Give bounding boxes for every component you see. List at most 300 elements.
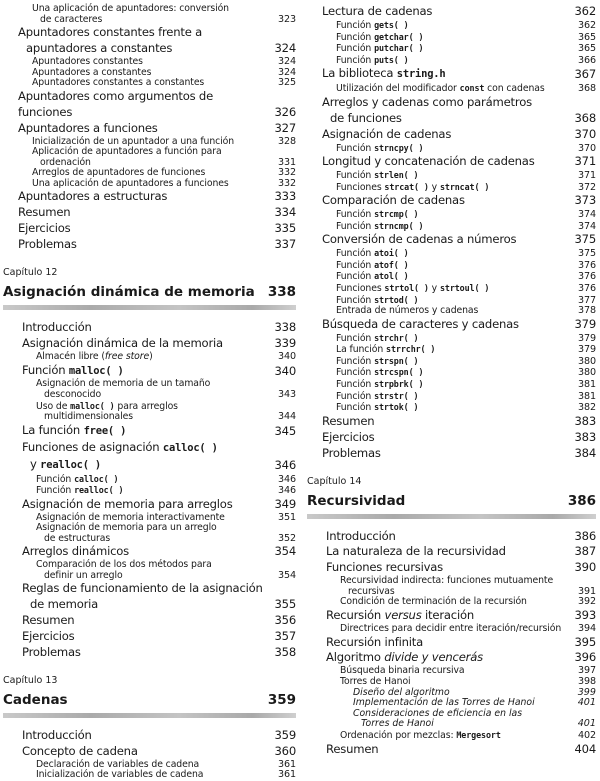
toc-entry	[18, 147, 296, 168]
entry-line	[336, 306, 566, 317]
entry-text	[336, 221, 566, 233]
entry-line	[340, 597, 566, 608]
entry-line	[32, 78, 266, 89]
chapter-title	[0, 687, 296, 709]
toc-entry	[322, 271, 596, 283]
code-text: strtok( )	[374, 402, 419, 413]
entry-line	[22, 645, 266, 661]
entry-text	[22, 744, 266, 760]
entry-text-part: Función	[336, 390, 375, 402]
page-number: 370	[574, 126, 596, 141]
entry-text-part: Función	[336, 294, 375, 306]
entry-text	[322, 127, 566, 143]
page-number: 324	[277, 56, 296, 67]
entry-text-part: Implementación de las Torres de Hanoi	[353, 697, 535, 709]
toc-entry	[322, 127, 596, 143]
entry-text-part: La naturaleza de la recursividad	[326, 544, 506, 559]
page-number: 358	[274, 645, 296, 660]
entry-text	[336, 143, 566, 155]
entry-text-part: Directrices para decidir entre iteración/recursión	[340, 622, 562, 634]
page-number: 357	[274, 629, 296, 644]
page-number: 376	[577, 259, 596, 271]
entry-text	[322, 154, 566, 170]
page-number: 372	[577, 181, 596, 193]
entry-text-part: recursivas	[348, 585, 395, 597]
entry-text	[336, 402, 566, 414]
page-number: 323	[277, 13, 296, 25]
entry-line	[22, 544, 266, 560]
entry-text-part: Lectura de cadenas	[322, 4, 433, 18]
entry-text-part: Funciones de asignación	[22, 439, 163, 454]
toc-entry	[22, 401, 296, 423]
entry-text	[336, 182, 566, 194]
toc-entry	[322, 367, 596, 379]
entry-text-part: Función	[22, 362, 69, 377]
toc-entry	[322, 4, 596, 20]
page-number: 366	[577, 54, 596, 66]
entry-line	[22, 363, 266, 380]
entry-line	[322, 193, 566, 209]
entry-line	[18, 41, 266, 57]
entry-line	[336, 367, 566, 379]
page-number: 404	[574, 741, 596, 756]
page-number: 354	[274, 544, 296, 559]
entry-text	[18, 221, 266, 237]
entry-text	[326, 608, 566, 624]
page-number: 397	[577, 665, 596, 677]
page-number: 361	[277, 769, 296, 781]
entry-text	[22, 645, 266, 661]
entry-text	[22, 363, 266, 380]
entry-line	[326, 650, 566, 666]
page-number: 356	[274, 613, 296, 628]
entry-text	[18, 237, 266, 253]
page-number: 377	[577, 294, 596, 306]
entry-text	[36, 523, 266, 544]
entry-text	[340, 576, 566, 597]
entry-text	[336, 209, 566, 221]
entry-line	[336, 379, 566, 391]
entry-text-part: Problemas	[322, 445, 381, 460]
toc-entry	[326, 576, 596, 597]
toc-entry	[22, 645, 296, 661]
code-text: strcat( )	[384, 181, 429, 192]
entry-text-part: Funciones recursivas	[326, 560, 444, 575]
entry-text	[36, 474, 266, 486]
chapter-divider-bar	[3, 713, 296, 718]
page-number: 371	[577, 170, 596, 181]
entry-text-part: Función	[336, 31, 375, 43]
code-text: strstr( )	[374, 390, 419, 401]
entry-text	[22, 440, 266, 474]
entry-text	[340, 597, 566, 608]
entry-text-part: Conversión de cadenas a números	[322, 232, 517, 247]
entry-line	[36, 571, 266, 582]
page-number: 391	[577, 585, 596, 597]
entry-text	[322, 430, 566, 446]
toc-entry	[326, 730, 596, 742]
entry-text	[326, 560, 566, 576]
toc-entry	[322, 43, 596, 55]
entry-text-part: Asignación de cadenas	[322, 126, 452, 141]
entry-line	[322, 127, 566, 143]
entry-text-part: Concepto de cadena	[22, 743, 138, 758]
entry-text-part: Función	[336, 43, 375, 55]
page-number: 362	[577, 19, 596, 31]
entry-line	[336, 260, 566, 272]
page-number: 382	[577, 402, 596, 414]
entry-text	[22, 728, 266, 744]
page-number: 380	[577, 355, 596, 367]
page-number: 402	[577, 729, 596, 741]
page-number: 380	[577, 367, 596, 379]
entry-text	[32, 147, 266, 168]
page-number: 360	[274, 743, 296, 758]
page-number: 349	[274, 496, 296, 511]
toc-entry	[322, 154, 596, 170]
toc-entry	[322, 402, 596, 414]
toc-entry	[322, 317, 596, 333]
entry-line	[336, 356, 566, 368]
toc-entry	[22, 352, 296, 363]
entry-line	[326, 560, 566, 576]
code-text: string.h	[396, 68, 446, 81]
entry-text	[322, 66, 566, 83]
entry-line	[36, 390, 266, 401]
entry-text	[326, 529, 566, 545]
entry-text-part: La función	[22, 422, 84, 437]
code-text: strcspn( )	[374, 367, 424, 378]
toc-entry	[326, 608, 596, 624]
code-text: strtod( )	[374, 294, 419, 305]
entry-text	[336, 248, 566, 260]
toc-entry	[22, 728, 296, 744]
entry-text	[336, 83, 566, 95]
page-number: 344	[277, 411, 296, 423]
entry-text	[336, 20, 566, 32]
entry-text-part: para arreglos	[114, 400, 178, 412]
entry-text	[18, 189, 266, 205]
page-number: 379	[577, 344, 596, 356]
entry-text-part: Asignación de memoria para arreglos	[22, 496, 233, 511]
toc-entry	[22, 613, 296, 629]
entry-text-part: Funciones	[336, 282, 385, 294]
code-text: strchr( )	[374, 332, 419, 343]
entry-line	[326, 635, 566, 651]
entry-text	[22, 497, 266, 513]
toc-entry	[322, 209, 596, 221]
page-number: 399	[577, 686, 596, 698]
code-text: strncpy( )	[374, 142, 424, 153]
entry-line	[22, 581, 266, 597]
chapter-divider-bar	[307, 514, 596, 519]
toc-list	[0, 4, 296, 253]
entry-text	[322, 232, 566, 248]
toc-entry	[322, 20, 596, 32]
page-number: 381	[577, 379, 596, 391]
entry-text-part: Utilización del modificador	[336, 83, 460, 95]
entry-text-part: Asignación de memoria para un arreglo	[36, 522, 217, 534]
page-number: 326	[274, 104, 296, 119]
entry-line	[322, 232, 566, 248]
toc-entry	[22, 474, 296, 486]
entry-text-part: Diseño del algoritmo	[353, 686, 450, 698]
entry-text	[340, 624, 566, 635]
page-number: 361	[277, 758, 296, 770]
entry-text-part: Ejercicios	[18, 221, 71, 236]
toc-entry	[22, 379, 296, 400]
toc-entry	[22, 581, 296, 613]
entry-text-part: Función	[336, 220, 375, 232]
entry-text	[336, 391, 566, 403]
entry-line	[36, 352, 266, 363]
entry-text-part: Asignación de memoria interactivamente	[36, 511, 225, 523]
chapter-divider-bar	[3, 305, 296, 310]
entry-line	[22, 629, 266, 645]
entry-line	[353, 719, 566, 730]
entry-text	[336, 306, 566, 317]
entry-text-part: Arreglos dinámicos	[22, 544, 129, 559]
entry-line	[336, 43, 566, 55]
entry-text	[336, 32, 566, 44]
chapter-page-number: 359	[267, 692, 296, 708]
entry-text-part: Consideraciones de eficiencia en las	[353, 707, 523, 719]
entry-text-part: Función	[36, 473, 75, 485]
page-number: 379	[574, 316, 596, 331]
entry-text	[336, 271, 566, 283]
entry-text-part: Algoritmo	[326, 650, 385, 665]
toc-entry	[22, 320, 296, 336]
entry-text	[36, 352, 266, 363]
entry-text-part: Problemas	[22, 645, 81, 660]
toc-entry	[22, 523, 296, 544]
page-number: 374	[577, 209, 596, 221]
code-text: malloc( )	[68, 364, 124, 377]
chapter-title	[304, 488, 596, 510]
entry-text-part: Comparación de los dos métodos para	[36, 559, 212, 571]
entry-line	[22, 597, 266, 613]
entry-text-part: Torres de Hanoi	[340, 675, 411, 687]
toc-entry	[322, 193, 596, 209]
entry-line	[322, 66, 566, 83]
entry-line	[22, 320, 266, 336]
page-number: 376	[577, 271, 596, 283]
entry-line	[322, 446, 566, 462]
entry-text	[322, 193, 566, 209]
toc-entry	[322, 55, 596, 67]
entry-text-part: Función	[336, 142, 375, 154]
entry-text-part: multidimensionales	[44, 411, 133, 423]
entry-line	[336, 182, 566, 194]
entry-text	[32, 4, 266, 25]
entry-text-part: Comparación de cadenas	[322, 193, 465, 208]
entry-line	[336, 170, 566, 182]
entry-line	[326, 529, 566, 545]
page-number: 346	[274, 457, 296, 472]
page-number: 327	[274, 120, 296, 135]
entry-text-part: Reglas de funcionamiento de la asignación	[22, 581, 263, 596]
page-number: 368	[577, 83, 596, 95]
entry-text-part: Introducción	[22, 320, 92, 335]
entry-line	[18, 189, 266, 205]
toc-entry	[322, 248, 596, 260]
page-number: 387	[574, 544, 596, 559]
entry-text-part: Uso de	[36, 400, 71, 412]
toc-entry	[326, 650, 596, 666]
code-text: atoi( )	[374, 248, 409, 259]
code-text: malloc( )	[70, 400, 115, 411]
page-number: 392	[577, 596, 596, 608]
entry-text-part: Función	[36, 485, 75, 497]
entry-text	[18, 121, 266, 137]
entry-line	[322, 414, 566, 430]
page-number: 370	[577, 142, 596, 154]
entry-line	[322, 95, 566, 111]
toc-entry	[22, 629, 296, 645]
entry-line	[322, 154, 566, 170]
entry-text-part: Apuntadores a constantes	[32, 66, 152, 78]
entry-text-part: )	[149, 350, 153, 362]
page-number: 375	[577, 248, 596, 260]
page-number: 374	[577, 220, 596, 232]
entry-text-part: La biblioteca	[322, 66, 397, 81]
chapter-page-number: 386	[567, 492, 596, 509]
page-number: 340	[274, 363, 296, 378]
chapter-title	[0, 279, 296, 301]
toc-entry	[22, 560, 296, 581]
page-number: 359	[274, 728, 296, 742]
code-text: strlen( )	[374, 170, 419, 180]
entry-text-part: Función	[336, 402, 375, 414]
entry-text	[336, 43, 566, 55]
entry-text-part: Recursión infinita	[326, 634, 424, 649]
entry-text-part: Ordenación por mezclas:	[340, 729, 457, 741]
page-number: 351	[277, 511, 296, 523]
entry-text-part: Apuntadores como argumentos de funciones	[18, 88, 214, 119]
page-number: 401	[577, 718, 596, 730]
entry-text	[336, 55, 566, 67]
code-text: gets( )	[374, 19, 409, 30]
toc-entry	[326, 709, 596, 730]
entry-text-part: Asignación de memoria de un tamaño	[36, 378, 211, 390]
page-number: 335	[274, 221, 296, 236]
entry-text	[340, 730, 566, 742]
entry-text-part: Problemas	[18, 237, 77, 252]
entry-line	[18, 221, 266, 237]
page-number: 338	[274, 320, 296, 335]
toc-entry	[322, 414, 596, 430]
entry-line	[336, 402, 566, 414]
entry-line	[336, 55, 566, 67]
entry-line	[340, 730, 566, 742]
entry-text	[22, 629, 266, 645]
entry-line	[22, 336, 266, 352]
entry-text-part: Función	[336, 271, 375, 283]
page-number: 381	[577, 390, 596, 402]
entry-text-part: Búsqueda de caracteres y cadenas	[322, 316, 519, 331]
entry-text-part: Una aplicación de apuntadores a funciones	[32, 177, 229, 189]
entry-text	[322, 317, 566, 333]
page-number: 394	[577, 622, 596, 634]
toc-entry	[22, 485, 296, 497]
entry-text-part: apuntadores a constantes	[26, 41, 173, 56]
page-number: 398	[577, 675, 596, 687]
page-number: 324	[274, 41, 296, 56]
toc-entry	[326, 742, 596, 758]
toc-entry	[322, 283, 596, 295]
entry-line	[336, 391, 566, 403]
chapter-label: Capítulo 12	[3, 267, 58, 279]
toc-list	[0, 320, 296, 661]
page-number: 383	[574, 413, 596, 428]
toc-entry	[326, 529, 596, 545]
entry-text-part: Almacén libre (	[36, 350, 105, 362]
entry-text-part: Funciones	[336, 181, 385, 193]
code-text: strrchr( )	[386, 344, 436, 355]
entry-text	[22, 544, 266, 560]
code-text: Mergesort	[456, 729, 501, 740]
code-text: calloc( )	[74, 473, 119, 484]
entry-text-part: free store	[104, 350, 150, 362]
toc-entry	[326, 624, 596, 635]
entry-text	[18, 205, 266, 221]
toc-entry	[22, 744, 296, 760]
entry-line	[18, 89, 266, 121]
entry-text-part: Ejercicios	[22, 629, 75, 644]
entry-line	[336, 20, 566, 32]
page-number: 328	[277, 135, 296, 147]
code-text: strncat( )	[439, 181, 490, 192]
toc-entry	[326, 597, 596, 608]
entry-text-part: de estructuras	[44, 532, 111, 544]
page-number: 386	[574, 528, 596, 543]
entry-text-part: Recursión	[326, 608, 385, 623]
page-number: 333	[274, 189, 296, 204]
page-number: 376	[577, 282, 596, 294]
entry-text-part: Apuntadores constantes frente a	[18, 25, 203, 40]
page-number: 339	[274, 336, 296, 350]
entry-line	[22, 613, 266, 629]
entry-line	[336, 283, 566, 295]
entry-text	[326, 635, 566, 651]
page-number: 352	[277, 532, 296, 544]
entry-text-part: Función	[336, 19, 375, 31]
toc-entry	[322, 95, 596, 127]
chapter-label: Capítulo 14	[307, 475, 362, 487]
entry-text-part: definir un arreglo	[44, 569, 123, 581]
entry-text-part: con cadenas	[484, 83, 545, 95]
entry-text	[22, 423, 266, 440]
entry-text	[22, 581, 266, 613]
entry-line	[18, 121, 266, 137]
entry-text	[22, 613, 266, 629]
entry-text	[326, 742, 566, 758]
entry-text-part: Introducción	[22, 728, 92, 742]
entry-text-part: Recursividad indirecta: funciones mutuamente	[340, 575, 554, 587]
entry-text	[36, 560, 266, 581]
entry-text-part: Torres de Hanoi	[361, 718, 434, 730]
chapter-title-text: Cadenas	[3, 692, 68, 708]
toc-entry	[322, 260, 596, 272]
entry-line	[336, 333, 566, 345]
toc-entry	[18, 89, 296, 121]
toc-entry	[322, 221, 596, 233]
code-text: strspn( )	[374, 355, 419, 366]
entry-text	[336, 260, 566, 272]
entry-line	[22, 744, 266, 760]
entry-line	[18, 205, 266, 221]
entry-text	[326, 650, 566, 666]
